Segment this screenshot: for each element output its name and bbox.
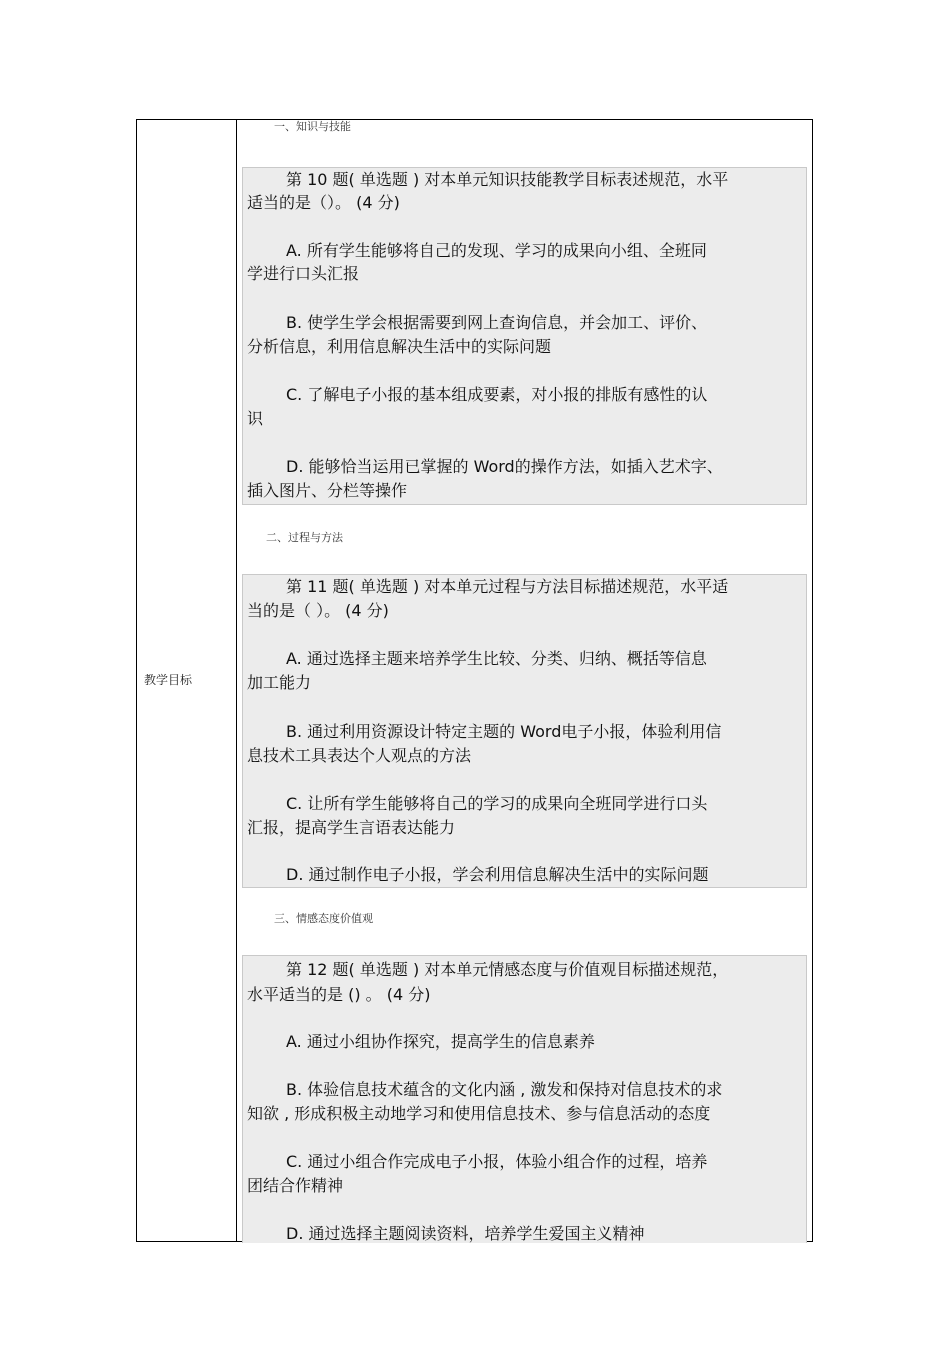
option-a-cont: 学进行口头汇报	[247, 264, 360, 283]
option-a[interactable]: A. 通过选择主题来培养学生比较、分类、归纳、概括等信息	[286, 649, 707, 668]
option-b[interactable]: B. 体验信息技术蕴含的文化内涵 , 激发和保持对信息技术的求	[286, 1080, 723, 1099]
option-c[interactable]: C. 让所有学生能够将自己的学习的成果向全班同学进行口头	[286, 794, 708, 813]
question-text: 水平适当的是 () 。 (4 分)	[247, 985, 431, 1004]
content-cell	[238, 120, 812, 1241]
question-text: 当的是（ ）。 (4 分)	[247, 601, 389, 620]
option-c-cont: 团结合作精神	[247, 1176, 344, 1195]
option-c[interactable]: C. 了解电子小报的基本组成要素，对小报的排版有感性的认	[286, 385, 708, 404]
question-11-box	[242, 574, 807, 888]
label-cell	[137, 120, 237, 1241]
option-d[interactable]: D. 能够恰当运用已掌握的 Word的操作方法，如插入艺术字、	[286, 457, 723, 476]
option-a-cont: 加工能力	[247, 673, 312, 692]
option-b-cont: 知欲 , 形成积极主动地学习和使用信息技术、参与信息活动的态度	[247, 1104, 711, 1123]
question-text: 第 12 题( 单选题 ) 对本单元情感态度与价值观目标描述规范，	[286, 960, 729, 979]
lesson-table	[136, 119, 813, 1242]
option-c[interactable]: C. 通过小组合作完成电子小报，体验小组合作的过程，培养	[286, 1152, 708, 1171]
option-b-cont: 分析信息，利用信息解决生活中的实际问题	[247, 337, 552, 356]
option-a[interactable]: A. 通过小组协作探究，提高学生的信息素养	[286, 1032, 595, 1051]
option-d[interactable]: D. 通过选择主题阅读资料，培养学生爱国主义精神	[286, 1224, 645, 1243]
option-b[interactable]: B. 通过利用资源设计特定主题的 Word电子小报，体验利用信	[286, 722, 722, 741]
option-a[interactable]: A. 所有学生能够将自己的发现、学习的成果向小组、全班同	[286, 241, 707, 260]
question-text: 适当的是（）。 (4 分)	[247, 193, 400, 212]
section-heading-process: 二、过程与方法	[266, 531, 343, 544]
question-12-box	[242, 955, 807, 1243]
question-text: 第 11 题( 单选题 ) 对本单元过程与方法目标描述规范，水平适	[286, 577, 729, 596]
question-10-box	[242, 167, 807, 505]
option-c-cont: 汇报，提高学生言语表达能力	[247, 818, 456, 837]
option-d-cont: 插入图片、分栏等操作	[247, 481, 408, 500]
question-text: 第 10 题( 单选题 ) 对本单元知识技能教学目标表述规范，水平	[286, 170, 729, 189]
option-d[interactable]: D. 通过制作电子小报，学会利用信息解决生活中的实际问题	[286, 865, 709, 884]
section-heading-attitude: 三、情感态度价值观	[274, 912, 373, 925]
option-c-cont: 识	[247, 409, 264, 428]
row-label: 教学目标	[144, 673, 193, 687]
option-b[interactable]: B. 使学生学会根据需要到网上查询信息，并会加工、评价、	[286, 313, 708, 332]
section-heading-knowledge: 一、知识与技能	[274, 120, 351, 133]
option-b-cont: 息技术工具表达个人观点的方法	[247, 746, 472, 765]
